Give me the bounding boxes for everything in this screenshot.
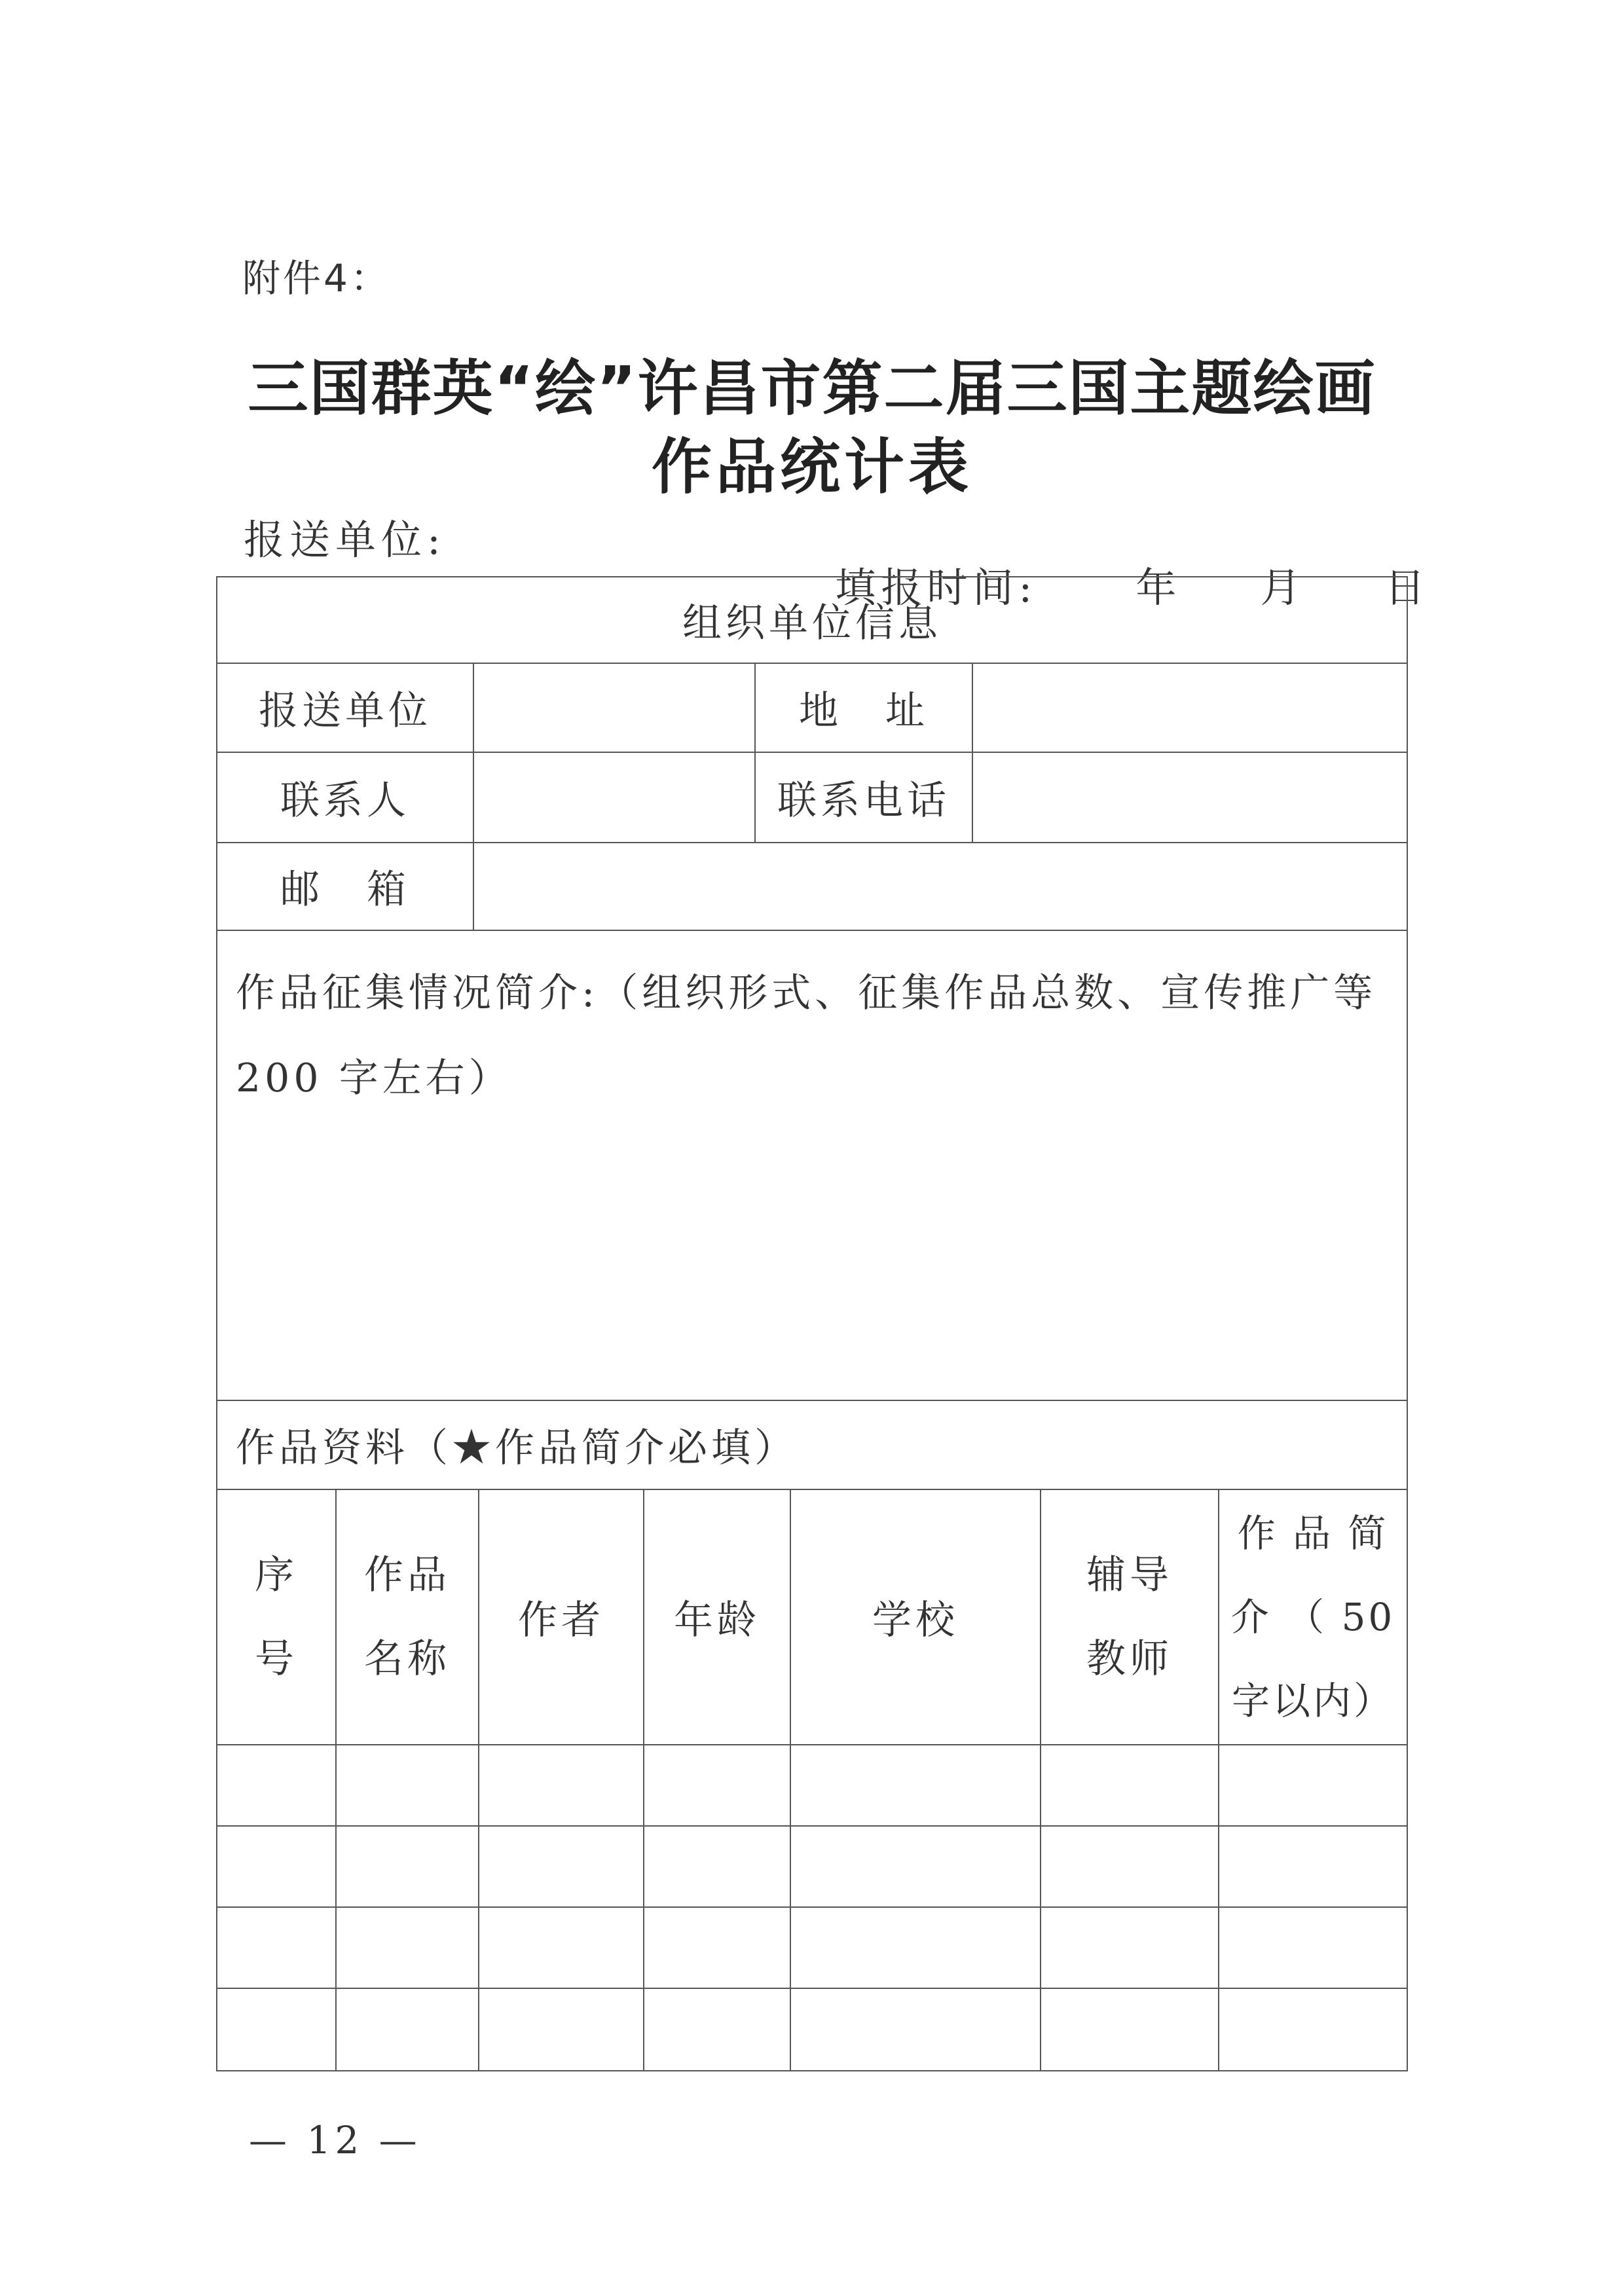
header-intro-1: 作 品 简	[1237, 1511, 1389, 1556]
header-author: 作者	[478, 1489, 644, 1745]
table-row-4-intro[interactable]	[1218, 1988, 1408, 2071]
attachment-label: 附件4：	[242, 256, 391, 301]
contact-label-cell: 联系人	[216, 752, 474, 843]
header-name-1: 作品	[364, 1552, 451, 1598]
header-age: 年龄	[643, 1489, 791, 1745]
summary-cell[interactable]	[216, 930, 1408, 1401]
table-row-2-seq[interactable]	[216, 1825, 337, 1908]
summary-line-1: 作品征集情况简介:（组织形式、征集作品总数、宣传推广等	[236, 970, 1377, 1016]
table-row-1-author[interactable]	[478, 1744, 644, 1827]
table-row-1-age[interactable]	[643, 1744, 791, 1827]
address-label-cell: 地 址	[754, 663, 973, 753]
unit-input-cell[interactable]	[473, 663, 756, 753]
header-teacher	[1040, 1489, 1219, 1745]
table-row-1-teacher[interactable]	[1040, 1744, 1219, 1827]
org-section-title: 组织单位信息	[216, 576, 1408, 664]
phone-label-cell: 联系电话	[754, 752, 973, 843]
works-title-cell: 作品资料（★作品简介必填）	[216, 1400, 1408, 1490]
table-row-4-age[interactable]	[643, 1988, 791, 2071]
table-row-4-name[interactable]	[335, 1988, 479, 2071]
meta-unit-label: 报送单位:	[244, 516, 446, 564]
table-row-3-age[interactable]	[643, 1906, 791, 1989]
page-number: — 12 —	[249, 2118, 421, 2162]
table-row-2-teacher[interactable]	[1040, 1825, 1219, 1908]
table-row-2-age[interactable]	[643, 1825, 791, 1908]
header-seq-2: 号	[255, 1636, 298, 1682]
title-line-1: 三国群英“绘”许昌市第二届三国主题绘画	[248, 354, 1376, 424]
table-row-4-teacher[interactable]	[1040, 1988, 1219, 2071]
meta-month: 月	[1260, 564, 1306, 611]
summary-line-2: 200 字左右）	[236, 1055, 512, 1101]
meta-day: 日	[1384, 564, 1431, 611]
table-row-2-school[interactable]	[790, 1825, 1041, 1908]
table-row-3-teacher[interactable]	[1040, 1906, 1219, 1989]
header-intro-3: 字以内）	[1231, 1679, 1394, 1723]
table-row-2-name[interactable]	[335, 1825, 479, 1908]
table-row-3-name[interactable]	[335, 1906, 479, 1989]
title-line-2: 作品统计表	[651, 432, 972, 502]
table-row-4-author[interactable]	[478, 1988, 644, 2071]
table-row-1-school[interactable]	[790, 1744, 1041, 1827]
table-row-2-intro[interactable]	[1218, 1825, 1408, 1908]
email-label-cell: 邮 箱	[216, 842, 474, 931]
table-row-1-name[interactable]	[335, 1744, 479, 1827]
header-seq-1: 序	[255, 1552, 298, 1598]
table-row-3-seq[interactable]	[216, 1906, 337, 1989]
table-row-4-school[interactable]	[790, 1988, 1041, 2071]
header-name	[335, 1489, 479, 1745]
table-row-3-author[interactable]	[478, 1906, 644, 1989]
address-input-cell[interactable]	[972, 663, 1408, 753]
header-seq	[216, 1489, 337, 1745]
table-row-2-author[interactable]	[478, 1825, 644, 1908]
header-teacher-1: 辅导	[1086, 1552, 1173, 1598]
table-row-4-seq[interactable]	[216, 1988, 337, 2071]
header-school: 学校	[790, 1489, 1041, 1745]
table-row-3-school[interactable]	[790, 1906, 1041, 1989]
contact-input-cell[interactable]	[473, 752, 756, 843]
header-name-2: 名称	[364, 1636, 451, 1682]
table-row-1-intro[interactable]	[1218, 1744, 1408, 1827]
email-input-cell[interactable]	[473, 842, 1408, 931]
header-intro	[1218, 1489, 1408, 1745]
meta-date-label: 填报时间:	[835, 564, 1038, 611]
unit-label-cell: 报送单位	[216, 663, 474, 753]
table-row-3-intro[interactable]	[1218, 1906, 1408, 1989]
meta-year: 年	[1135, 564, 1182, 611]
phone-input-cell[interactable]	[972, 752, 1408, 843]
header-teacher-2: 教师	[1086, 1636, 1173, 1682]
table-row-1-seq[interactable]	[216, 1744, 337, 1827]
header-intro-2: 介 （ 50	[1230, 1595, 1395, 1639]
